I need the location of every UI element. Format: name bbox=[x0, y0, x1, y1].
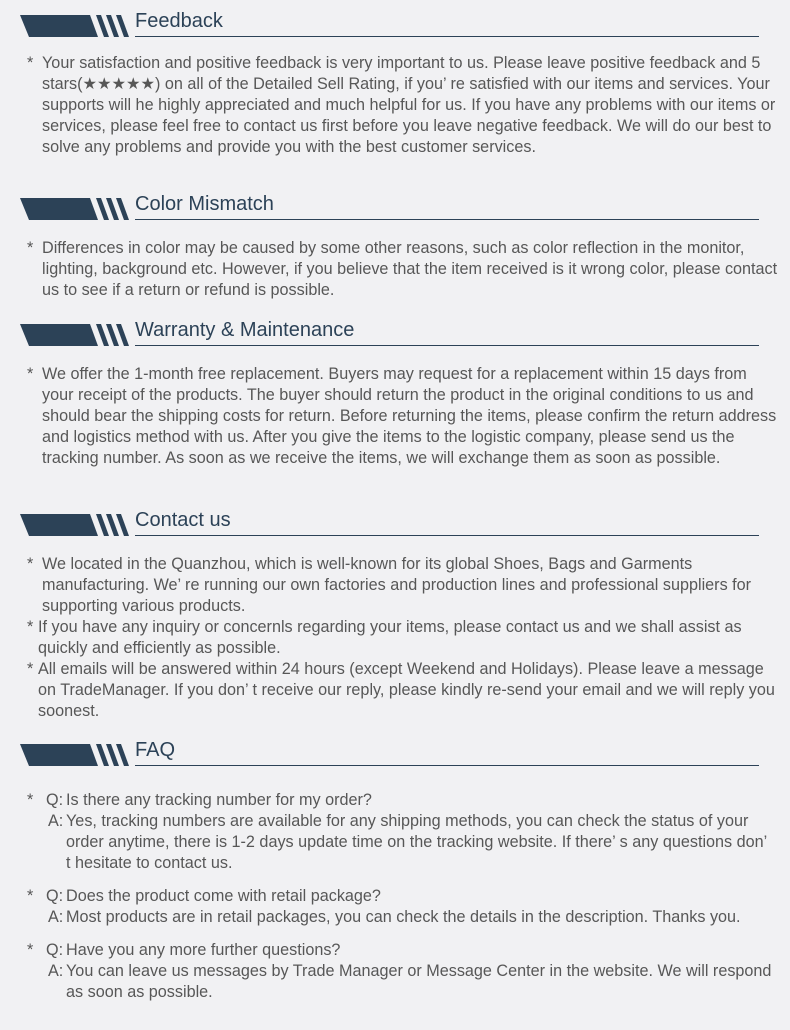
section-rule bbox=[135, 36, 759, 37]
stripe-banner-icon bbox=[20, 324, 132, 346]
section-rule bbox=[135, 535, 759, 536]
stripe-banner-icon bbox=[20, 514, 132, 536]
faq-answer: A: Most products are in retail packages, you can check the details in the description. Thanks you. bbox=[48, 908, 741, 926]
bullet: * bbox=[27, 941, 34, 959]
faq-item bbox=[0, 790, 790, 874]
faq-header bbox=[0, 732, 790, 766]
bullet: * bbox=[27, 555, 34, 573]
faq-answer: A: You can leave us messages by Trade Manager or Message Center in the website. We will respond as soon as possible. bbox=[48, 962, 772, 1001]
bullet: * bbox=[27, 618, 34, 636]
section-title: Color Mismatch bbox=[135, 193, 274, 215]
contact-header bbox=[0, 502, 790, 536]
stripe-banner-icon bbox=[20, 15, 132, 37]
warranty-header bbox=[0, 312, 790, 346]
bullet: * bbox=[27, 54, 34, 72]
faq-question: Q: Have you any more further questions? bbox=[46, 941, 341, 959]
faq-item bbox=[0, 886, 790, 928]
section-rule bbox=[135, 219, 759, 220]
faq-item bbox=[0, 940, 790, 1003]
bullet: * bbox=[27, 239, 34, 257]
bullet: * bbox=[27, 887, 34, 905]
stripe-banner-icon bbox=[20, 198, 132, 220]
contact-section bbox=[0, 502, 790, 722]
warranty-paragraph: * We offer the 1-month free replacement. Buyers may request for a replacement within 15 days from your receipt of the products. The buyer should return the product in the original conditions to us and should bear the shipping costs for return. Before returning the items, please confirm the return address and logistics method with us. After you give the items to the logistic company, please send us the tracking number. As soon as we receive the items, we will exchange them as soon as possible. bbox=[27, 365, 777, 467]
feedback-paragraph: * Your satisfaction and positive feedback is very important to us. Please leave positive feedback and 5 stars(★★★★★) on all of the Detailed Sell Rating, if you’ re satisfied with our items and services. Your supports will he highly appreciated and much helpful for us. If you have any problems with our items or services, please feel free to contact us first before you leave negative feedback. We will do our best to solve any problems and provide you with the best customer services. bbox=[27, 54, 776, 156]
warranty-section bbox=[0, 312, 790, 469]
stripe-banner-icon bbox=[20, 744, 132, 766]
section-title: Feedback bbox=[135, 10, 223, 32]
bullet: * bbox=[27, 660, 34, 678]
contact-item: * All emails will be answered within 24 hours (except Weekend and Holidays). Please leave a message on TradeManager. If you don’ t receive our reply, please kindly re-send your email and we will reply you soonest. bbox=[27, 660, 775, 720]
feedback-header bbox=[0, 3, 790, 37]
contact-item: * If you have any inquiry or concernls regarding your items, please contact us and we shall assist as quickly and efficiently as possible. bbox=[27, 618, 742, 657]
color-mismatch-paragraph: * Differences in color may be caused by some other reasons, such as color reflection in the monitor, lighting, background etc. However, if you believe that the item received is it wrong color, please contact us to see if a return or refund is possible. bbox=[27, 239, 778, 299]
feedback-section bbox=[0, 3, 790, 158]
contact-item: * We located in the Quanzhou, which is well-known for its global Shoes, Bags and Garments manufacturing. We’ re running our own factories and production lines and professional suppliers for supporting various products. bbox=[27, 555, 752, 615]
faq-question: Q: Does the product come with retail package? bbox=[46, 887, 381, 905]
section-title: Warranty & Maintenance bbox=[135, 319, 355, 341]
section-rule bbox=[135, 765, 759, 766]
color-mismatch-header bbox=[0, 186, 790, 220]
bullet: * bbox=[27, 365, 34, 383]
section-rule bbox=[135, 345, 759, 346]
bullet: * bbox=[27, 791, 34, 809]
faq-question: Q: Is there any tracking number for my order? bbox=[46, 791, 372, 809]
color-mismatch-section bbox=[0, 186, 790, 301]
section-title: Contact us bbox=[135, 509, 231, 531]
section-title: FAQ bbox=[135, 739, 176, 761]
faq-section bbox=[0, 732, 790, 1015]
faq-answer: A: Yes, tracking numbers are available for any shipping methods, you can check the status of your order anytime, there is 1-2 days update time on the tracking website. If there’ s any questions don’ t hesitate to contact us. bbox=[48, 812, 767, 872]
